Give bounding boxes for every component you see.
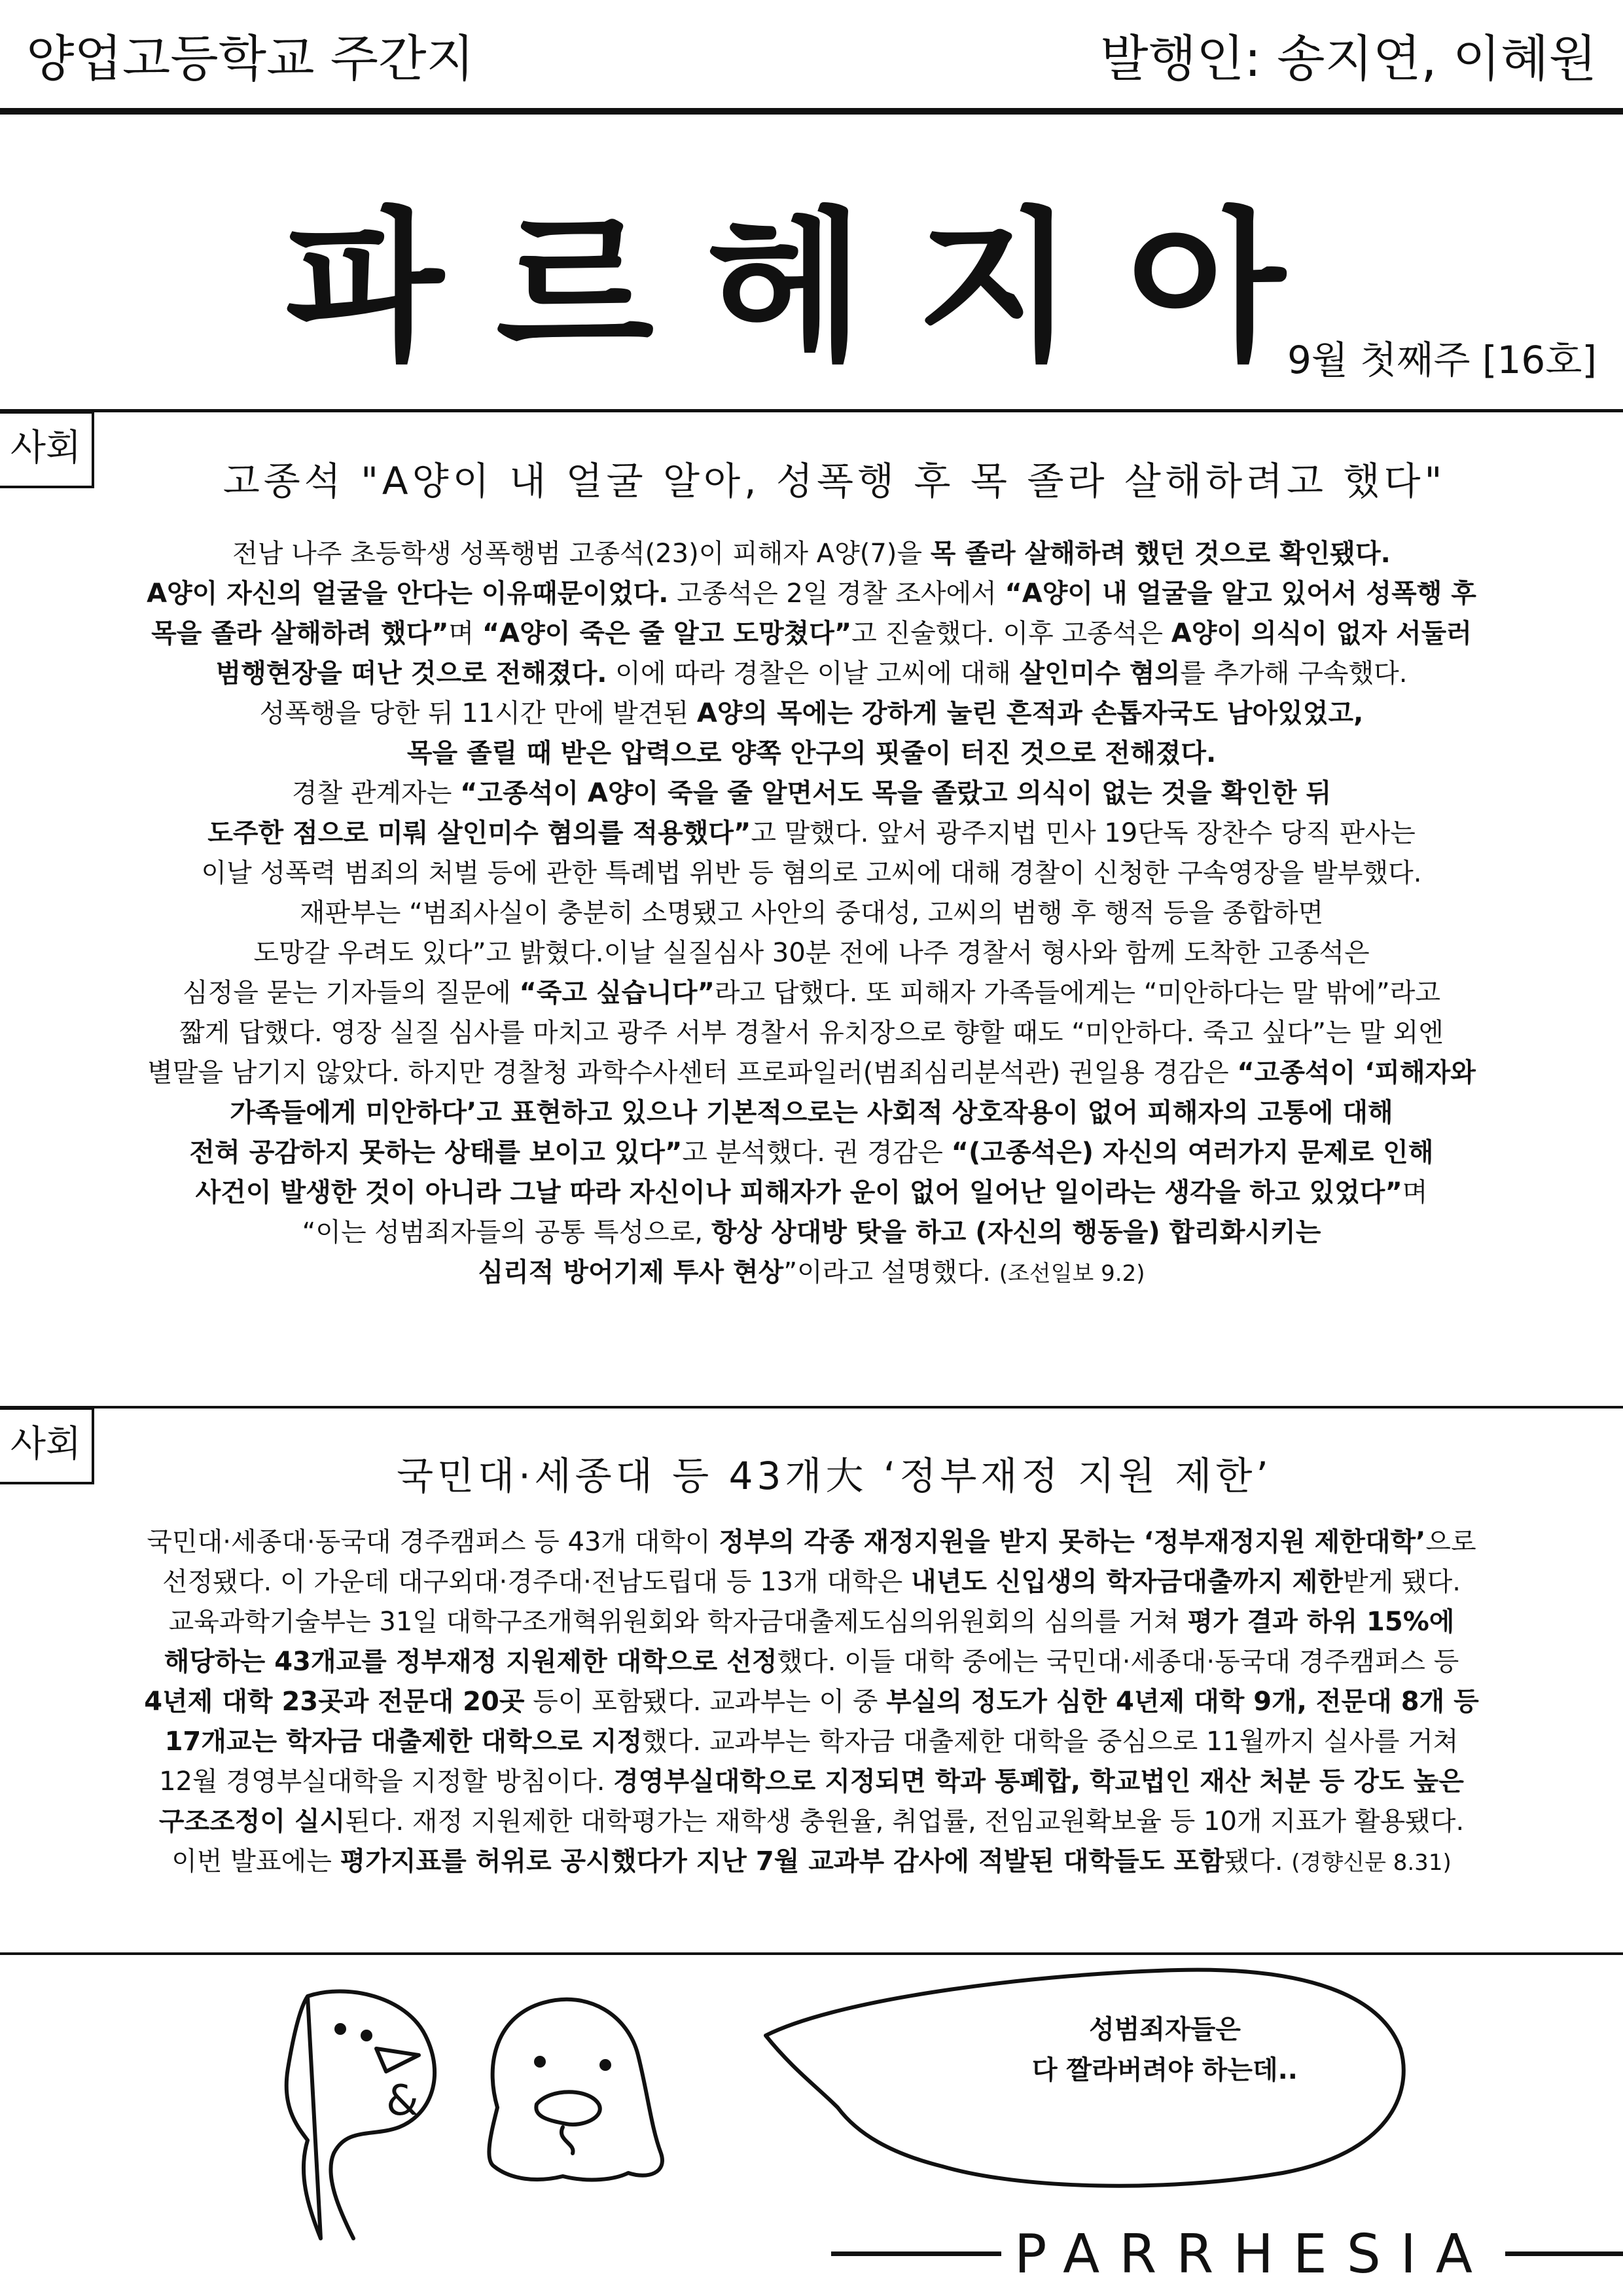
article-line [26,574,1597,614]
body-text: 이날 성폭력 범죄의 처벌 등에 관한 특례법 위반 등 혐의로 고씨에 대해 경찰이 신청한 구속영장을 발부했다. [201,858,1422,888]
speech-line-2: 다 짤라버려야 하는데.. [1031,2055,1298,2085]
article2-headline: 국민대·세종대 등 43개大 ‘정부재정 지원 제한’ [397,1454,1272,1498]
bold-text: 4년제 대학 23곳과 전문대 20곳 [144,1687,525,1717]
body-text: 교육과학기술부는 31일 대학구조개혁위원회와 학자금대출제도심의위원회의 심의를 거쳐 [168,1607,1188,1637]
body-text: 했다. 이들 대학 중에는 국민대·세종대·동국대 경주캠퍼스 등 [777,1647,1459,1677]
bold-text: 목을 졸라 살해하려 했다” [151,619,449,649]
article-line [26,1173,1597,1213]
publishers: 발행인: 송지연, 이혜원 [1100,29,1597,88]
bold-text: 구조조정이 실시 [158,1806,346,1837]
article1-body [26,534,1597,1294]
section-rule [0,1406,1623,1408]
article-line [26,1642,1597,1682]
body-text: 12월 경영부실대학을 지정할 방침이다. [159,1767,614,1797]
article-line [26,1842,1597,1883]
bold-text: 평가지표를 허위로 공시했다가 지난 7월 교과부 감사에 적발된 대학들도 포함 [340,1846,1224,1876]
article-line [26,933,1597,973]
body-text: 며 [1402,1177,1428,1208]
article-line [26,694,1597,734]
body-text: 으로 [1425,1527,1476,1557]
article-line [26,654,1597,694]
bold-text: 경영부실대학으로 지정되면 학과 통폐합, 학교법인 재산 처분 등 강도 높은 [613,1767,1464,1797]
body-text: 했다. 교과부는 학자금 대출제한 대학을 중심으로 11월까지 실사를 거쳐 [642,1727,1459,1757]
bold-text: 평가 결과 하위 15%에 [1187,1607,1455,1637]
bold-text: 살인미수 혐의 [1019,658,1181,689]
article-line [26,614,1597,654]
bold-text: “고종석이 ‘피해자와 [1237,1058,1476,1088]
article2-body [26,1522,1597,1883]
school-name: 양업고등학교 주간지 [26,29,474,88]
body-text: 됐다. [1224,1846,1292,1876]
bold-text: A양이 의식이 없자 서둘러 [1171,619,1472,649]
article-line [26,1053,1597,1093]
body-text: 도망갈 우려도 있다”고 밝혔다.이날 실질심사 30분 전에 나주 경찰서 형사와 함께 도착한 고종석은 [253,938,1370,968]
bold-text: 도주한 점으로 미뤄 살인미수 혐의를 적용했다” [207,818,751,848]
body-text: “이는 성범죄자들의 공통 특성으로, [302,1217,711,1247]
body-text: 고 진술했다. 이후 고종석은 [851,619,1171,649]
article-line [26,1522,1597,1562]
article-line [26,1602,1597,1642]
article-line [26,973,1597,1013]
bold-text: 목을 졸릴 때 받은 압력으로 양쪽 안구의 핏줄이 터진 것으로 전해졌다. [406,738,1217,768]
bold-text: 목 졸라 살해하려 했던 것으로 확인됐다. [930,539,1391,569]
character-blob [489,2000,662,2180]
article-line [26,734,1597,774]
body-text: 이에 따라 경찰은 이날 고씨에 대해 [607,658,1020,689]
bold-text: 부실의 정도가 심한 4년제 대학 9개, 전문대 8개 등 [886,1687,1479,1717]
bold-text: “(고종석은) 자신의 여러가지 문제로 인해 [951,1138,1434,1168]
cartoon-rule [0,1952,1623,1955]
section-tag-1: 사회 [0,411,94,488]
bold-text: 해당하는 43개교를 정부재정 지원제한 대학으로 선정 [164,1647,777,1677]
body-text: 고종석은 2일 경찰 조사에서 [668,579,1005,609]
body-text: 심정을 묻는 기자들의 질문에 [182,978,520,1008]
article-line [26,1253,1597,1294]
article-line [26,1213,1597,1253]
body-text: 짧게 답했다. 영장 실질 심사를 마치고 광주 서부 경찰서 유치장으로 향할 때도 “미안하다. 죽고 싶다”는 말 외엔 [179,1018,1444,1048]
body-text: 성폭행을 당한 뒤 11시간 만에 발견된 [259,698,697,728]
speech-bubble-text [969,2009,1361,2090]
speech-line-1: 성범죄자들은 [1089,2015,1241,2045]
article-line [26,534,1597,574]
bold-text: 심리적 방어기제 투사 현상 [478,1257,784,1287]
bold-text: 17개교는 학자금 대출제한 대학으로 지정 [164,1727,643,1757]
masthead-title: 파르헤지아 [285,192,1338,383]
bold-text: “고종석이 A양이 죽을 줄 알면서도 목을 졸랐고 의식이 없는 것을 확인한 뒤 [460,778,1332,808]
footer-logo: PARRHESIA [1001,2222,1505,2287]
article-line [26,1802,1597,1842]
bold-text: “A양이 내 얼굴을 알고 있어서 성폭행 후 [1005,579,1476,609]
body-text: 전남 나주 초등학생 성폭행범 고종석(23)이 피해자 A양(7)을 [232,539,931,569]
article-line [26,1133,1597,1173]
bold-text: “죽고 싶습니다” [519,978,715,1008]
body-text: 등이 포함됐다. 교과부는 이 중 [524,1687,887,1717]
source-citation: (조선일보 9.2) [999,1261,1145,1287]
article-line [26,1682,1597,1722]
bold-text: 범행현장을 떠난 것으로 전해졌다. [215,658,607,689]
bold-text: A양이 자신의 얼굴을 안다는 이유때문이었다. [147,579,669,609]
article-line [26,814,1597,853]
masthead-rule [0,409,1623,412]
bold-text: 정부의 각종 재정지원을 받지 못하는 ‘정부재정지원 제한대학’ [719,1527,1426,1557]
bold-text: A양의 목에는 강하게 눌린 흔적과 손톱자국도 남아있었고, [696,698,1364,728]
body-text: 고 분석했다. 권 경감은 [682,1138,952,1168]
body-text: 국민대·세종대·동국대 경주캠퍼스 등 43개 대학이 [147,1527,719,1557]
issue-label: 9월 첫째주 [16호] [1287,338,1597,382]
bold-text: 사건이 발생한 것이 아니라 그날 따라 자신이나 피해자가 운이 없어 일어난 일이라는 생각을 하고 있었다” [195,1177,1402,1208]
article-line [26,1013,1597,1053]
article-line [26,893,1597,933]
section-tag-2: 사회 [0,1407,94,1484]
body-text: ”이라고 설명했다. [783,1257,999,1287]
bold-text: 가족들에게 미안하다’고 표현하고 있으나 기본적으로는 사회적 상호작용이 없어 피해자의 고통에 대해 [230,1098,1393,1128]
bold-text: 내년도 신입생의 학자금대출까지 제한 [911,1567,1344,1597]
bold-text: 항상 상대방 탓을 하고 (자신의 행동을) 합리화시키는 [711,1217,1321,1247]
body-text: 며 [448,619,482,649]
bold-text: 전혀 공감하지 못하는 상태를 보이고 있다” [189,1138,683,1168]
article-line [26,1562,1597,1602]
body-text: 라고 답했다. 또 피해자 가족들에게는 “미안하다는 말 밖에”라고 [714,978,1441,1008]
body-text: 별말을 남기지 않았다. 하지만 경찰청 과학수사센터 프로파일러(범죄심리분석관) 권일용 경감은 [147,1058,1238,1088]
body-text: 고 말했다. 앞서 광주지법 민사 19단독 장찬수 당직 판사는 [751,818,1416,848]
body-text: 이번 발표에는 [171,1846,340,1876]
source-citation: (경향신문 8.31) [1291,1850,1452,1876]
article-line [26,1093,1597,1133]
article1-headline: 고종석 "A양이 내 얼굴 알아, 성폭행 후 목 졸라 살해하려고 했다" [223,459,1446,503]
body-text: 경찰 관계자는 [291,778,461,808]
header-rule [0,108,1623,115]
article-line [26,774,1597,814]
ampersand-label: & [386,2077,419,2125]
body-text: 재판부는 “범죄사실이 충분히 소명됐고 사안의 중대성, 고씨의 범행 후 행적 등을 종합하면 [299,898,1324,928]
article-line [26,1722,1597,1762]
article-line [26,1762,1597,1802]
body-text: 를 추가해 구속했다. [1180,658,1408,689]
article-line [26,853,1597,893]
body-text: 된다. 재정 지원제한 대학평가는 재학생 충원율, 취업률, 전임교원확보율 등 10개 지표가 활용됐다. [345,1806,1465,1837]
body-text: 받게 됐다. [1343,1567,1461,1597]
body-text: 선정됐다. 이 가운데 대구외대·경주대·전남도립대 등 13개 대학은 [162,1567,911,1597]
bold-text: “A양이 죽은 줄 알고 도망쳤다” [482,619,852,649]
